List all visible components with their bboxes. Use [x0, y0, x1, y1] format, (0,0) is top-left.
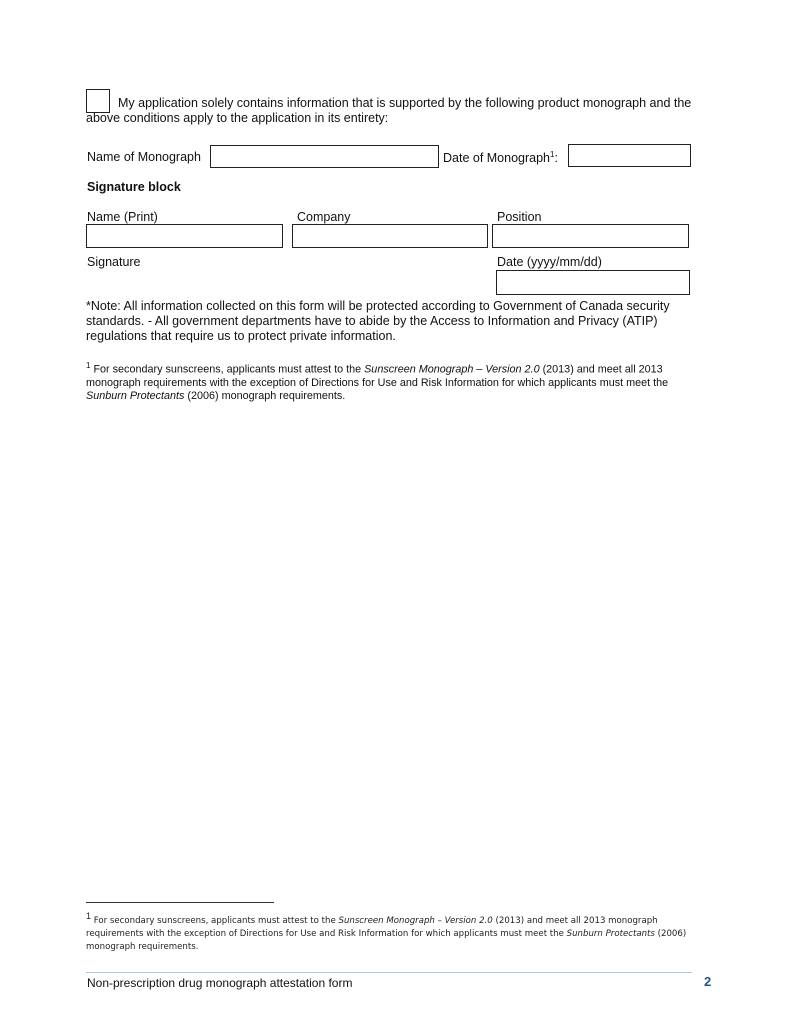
- monograph-name-label: Name of Monograph: [87, 150, 201, 164]
- page-footnote: $^1$ For secondary sunscreens, applicants must attest to the Sunscreen Monograph – Version 2.0 (2013) and meet all 2013 monograph requirements with the exception of Directions for Use and Risk Information for which applicants must meet the Sunburn Protectants (2006) monograph requirements.: [86, 911, 687, 952]
- monograph-date-label: Date of Monograph$^1$:: [443, 150, 558, 166]
- footnote-separator: [86, 902, 274, 903]
- footer-title: Non-prescription drug monograph attestation form: [87, 976, 353, 990]
- page-number: 2: [704, 974, 712, 989]
- footnote-ref[interactable]: 1: [550, 150, 555, 159]
- name-print-label: Name (Print): [87, 210, 158, 224]
- company-label: Company: [297, 210, 351, 224]
- signature-date-label: Date (yyyy/mm/dd): [497, 255, 602, 269]
- page-footnote-marker: 1: [86, 911, 92, 921]
- company-field[interactable]: [292, 224, 488, 248]
- footer-rule: [86, 972, 692, 973]
- monograph-date-field[interactable]: [568, 144, 691, 167]
- name-print-field[interactable]: [86, 224, 283, 248]
- signature-date-field[interactable]: [496, 270, 690, 295]
- signature-label: Signature: [87, 255, 141, 269]
- attestation-text: My application solely contains information that is supported by the following product monograph and the above conditions apply to the application in its entirety:: [86, 96, 692, 125]
- privacy-note: *Note: All information collected on this form will be protected according to Government of Canada security standards. - All government departments have to abide by the Access to Information and Privacy (ATIP) regulations that require us to protect private information.: [86, 299, 670, 343]
- signature-block-title: Signature block: [87, 180, 181, 194]
- monograph-name-field[interactable]: [210, 145, 439, 168]
- inline-footnote-marker: 1: [86, 361, 91, 370]
- position-field[interactable]: [492, 224, 689, 248]
- position-label: Position: [497, 210, 542, 224]
- inline-footnote: $^1$ For secondary sunscreens, applicants must attest to the Sunscreen Monograph – Version 2.0 (2013) and meet all 2013 monograph requirements with the exception of Directions for Use and Risk Information for which applicants must meet the Sunburn Protectants (2006) monograph requirements.: [86, 361, 669, 402]
